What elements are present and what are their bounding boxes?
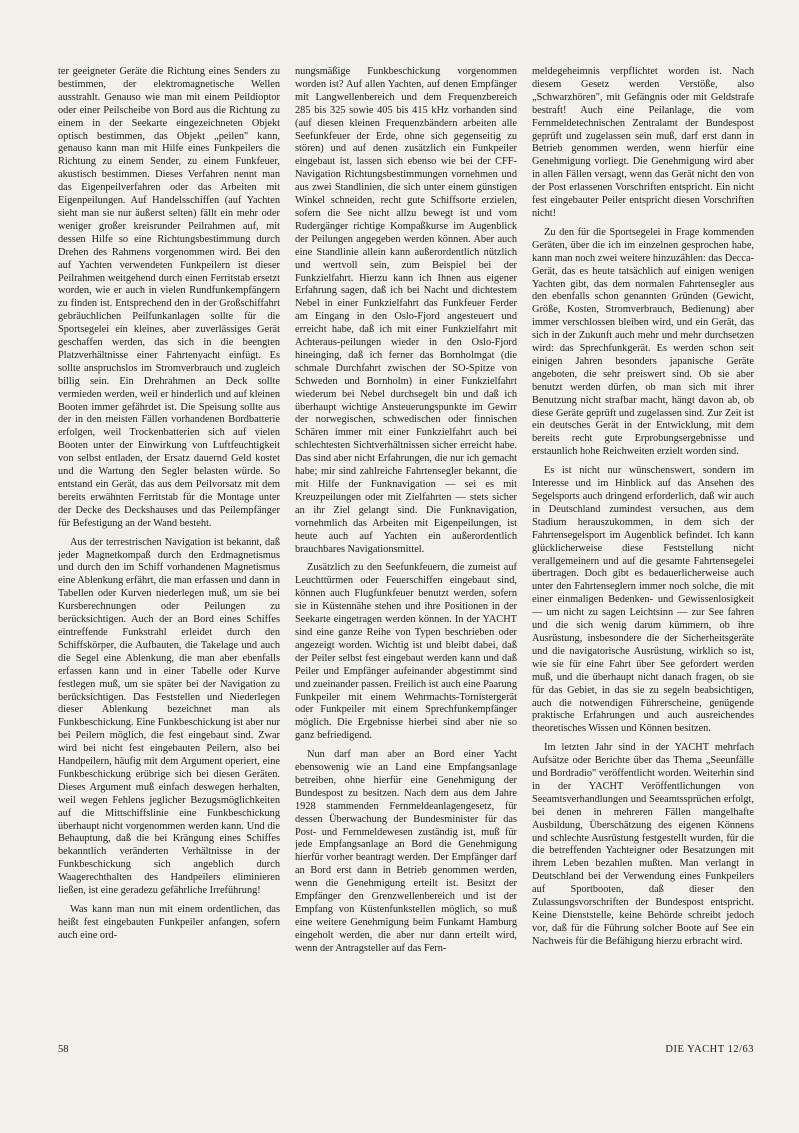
page-number: 58 (58, 1044, 69, 1055)
magazine-issue: DIE YACHT 12/63 (665, 1044, 754, 1055)
paragraph: ter geeigneter Geräte die Richtung eines Senders zu bestimmen, der elektromagnetische Wellen ausstrahlt. Genauso wie man mit einem Peildioptor oder einer Peilscheibe von Bord aus die Richtung zu einem in der Seekarte eingezeichneten Objekt optisch bestimmen, das Objekt „peilen" kann, genauso kann man mit Hilfe eines Funkpeilers die Richtung zu einem Sender, zu einem Funkfeuer, akustisch bestimmen. Dieses Verfahren nennt man das Eigenpeilverfahren oder das Arbeiten mit Eigenpeilungen. Auf Handelsschiffen (auf Yachten sieht man sie nur äußerst selten) fällt ein mehr oder weniger großer kreisrunder Peilrahmen auf, mit dessen Hilfe so eine Richtungsbestimmung durch Drehen des Rahmens vorgenommen wird. Bei den auf Yachten verwendeten Funkpeilern ist dieser Peilrahmen weitgehend durch einen Ferritstab ersetzt worden, wie er auch in vielen Rundfunkempfängern zu finden ist. Entsprechend den in der Großschiffahrt gebräuchlichen Peilfunkanlagen sollte für die Sportsegelei ein kleines, aber zuverlässiges Gerät geschaffen werden, das sich in die beengten Platzverhältnisse einer Fahrtenyacht einfügt. Es sollte anspruchslos im Stromverbrauch und zugleich billig sein. Ein Drehrahmen an Deck sollte vermieden werden, weil er hinderlich und auf kleinen Booten immer gefährdet ist. Die Speisung sollte aus der in den meisten Fällen vorhandenen Bordbatterie erfolgen, weil Trockenbatterien sich auf vielen Booten unter der Einwirkung von Luftfeuchtigkeit von selbst entladen, der Ersatz dauernd Geld kostet und die Wartung den Segler belasten würde. So entstand ein Gerät, das aus dem Peilvorsatz mit dem bereits erwähnten Ferritstab für die Montage unter der Decke des Deckshauses und das Peilempfänger für Befestigung an der Wand besteht. (58, 66, 280, 529)
paragraph: meldegeheimnis verpflichtet worden ist. Nach diesem Gesetz werden Verstöße, also „Schwarzhören", mit Gefängnis oder mit Geldstrafe bestraft! Auch eine Peilanlage, die vom Fernmeldetechnischen Zentralamt der Bundespost geprüft und zugelassen sein muß, darf erst dann in Betrieb genommen werden, wenn hierfür eine Genehmigung vorliegt. Die Genehmigung wird aber in allen Fällen versagt, wenn das Gerät nicht den von der Post erlassenen Vorschriften entspricht. Ein nicht fest eingebauter Peiler entspricht diesen Vorschriften nicht! (532, 66, 754, 219)
paragraph: Aus der terrestrischen Navigation ist bekannt, daß jeder Magnetkompaß durch den Erdmagnetismus und durch den im Schiff vorhandenen Magnetismus eine Ablenkung erfährt, die man erfassen und dann in Tabellen oder Kurven niederlegen muß, um sie bei Kursberechnungen oder Peilungen zu berücksichtigen. Auch der an Bord eines Schiffes eintreffende Funkstrahl erleidet durch den Schiffskörper, die Aufbauten, die Takelage und auch die Segel eine Ablenkung, die man aber ebenfalls erfassen kann und in einer Tabelle oder Kurve festlegen muß, um sie später bei der Navigation zu berücksichtigen. Das Feststellen und Niederlegen dieser Ablenkung bezeichnet man als Funkbeschickung. Eine Funkbeschickung ist aber nur bei Peilern möglich, die fest eingebaut sind. Zwar wird bei nicht fest eingebauten Peilern, also bei Handpeilern, häufig mit dem Argument operiert, eine Funkbeschickung erübrige sich bei diesen Geräten. Dieses Argument muß einfach deswegen herhalten, weil wegen Fehlens jeglicher Bezugsmöglichkeiten auf die Mittschiffslinie eine Funkbeschickung überhaupt nicht vorgenommen werden kann. Und die Behauptung, daß die bei Krängung eines Schiffes bekanntlich veränderten Verhältnisse in der Funkbeschickung sich angeblich durch Waagerechthalten des Handpeilers eliminieren ließen, ist eine geradezu gefährliche Irreführung! (58, 536, 280, 897)
column-right (532, 66, 754, 1086)
paragraph: Im letzten Jahr sind in der YACHT mehrfach Aufsätze oder Berichte über das Thema „Seeunfälle und Bordradio" veröffentlicht worden. Weiterhin sind in der YACHT Veröffentlichungen von Seeamtsverhandlungen und Seeamtssprüchen erfolgt, bei denen in mehreren Fällen mangelhafte Ausbildung, Überschätzung des eigenen Könnens und schlechte Ausrüstung festgestellt wurden, für die die betreffenden Yachteigner oder Besatzungen mit ihrem Leben bezahlen mußten. Man verlangt in Deutschland bei der Verwendung eines Funkpeilers auf Sportbooten, daß dieser den Zulassungsvorschriften der Bundespost entspricht. Keine Dienststelle, keine Behörde schreibt jedoch vor, daß für die Führung solcher Boote auf See ein Nachweis für die Befähigung hierzu erbracht wird. (532, 742, 754, 947)
paragraph: Zusätzlich zu den Seefunkfeuern, die zumeist auf Leuchttürmen oder Feuerschiffen eingebaut sind, können auch Flugfunkfeuer benutzt werden, sofern sie in Küstennähe stehen und ihre Positionen in der Seekarte eingetragen werden können. In der YACHT sind eine ganze Reihe von Typen beschrieben oder angezeigt worden. Wichtig ist und bleibt dabei, daß der Peiler selbst fest eingebaut werden kann und daß Peiler und Empfänger aufeinander abgestimmt sind und zueinander passen. Freilich ist auch eine Paarung Funkpeiler mit einem Wehrmachts-Tornistergerät oder Funkpeiler mit einem Sprechfunkempfänger möglich. Die Ergebnisse hierbei sind aber nie so ganz befriedigend. (295, 562, 517, 742)
column-middle (295, 66, 517, 1086)
column-left (58, 66, 280, 1086)
article-columns (58, 66, 754, 1086)
paragraph: Nun darf man aber an Bord einer Yacht ebensowenig wie an Land eine Empfangsanlage betreiben, ohne hierfür eine Genehmigung der Bundespost zu besitzen. Nach dem aus dem Jahre 1928 stammenden Fernmeldeanlagengesetz, für dessen Überwachung der Bundesminister für das Post- und Fernmeldewesen zuständig ist, muß für jede Empfangsanlage an Bord die Genehmigung hierfür vorher beantragt werden. Der Empfänger darf an Bord erst dann in Betrieb genommen werden, wenn die Genehmigung erteilt ist. Besitzt der Empfänger den Grenzwellenbereich und ist der Empfang von Küstenfunkstellen möglich, so muß eine weitere Genehmigung beim Funkamt Hamburg eingeholt werden, die aber nur dann erteilt wird, wenn der Antragsteller auf das Fern- (295, 749, 517, 954)
paragraph: nungsmäßige Funkbeschickung vorgenommen worden ist? Auf allen Yachten, auf denen Empfänger mit Langwellenbereich und dem Frequenzbereich 285 bis 325 sowie 405 bis 415 kHz vorhanden sind (auf diesen kleinen Frequenzbändern arbeiten alle Seefunkfeuer der Erde, ohne sich gegenseitig zu stören) und auf denen zusätzlich ein Funkpeiler eingebaut ist, lassen sich ebenso wie bei der CFF-Navigation Richtungsbestimmungen vornehmen und aus zwei Standlinien, die sich unter einem günstigen Winkel schneiden, recht gute Schiffsorte erzielen, sofern die See nicht allzu bewegt ist und vom Rudergänger richtige Kompaßkurse im Augenblick der Peilungen angegeben werden können. Aber auch eine Standlinie allein kann außerordentlich nützlich und wertvoll sein, zum Beispiel bei der Funkzielfahrt. Hierzu kann ich Ihnen aus eigener Erfahrung sagen, daß ich bei Nacht und dichtestem Nebel in einer Funkzielfahrt das Funkfeuer Ferder am Eingang in den Oslo-Fjord angesteuert und erreicht habe, daß ich mit einer Funkzielfahrt mit Achteraus-peilungen wieder in den Oslo-Fjord hineinging, daß ich ferner das Bornholmgat (die schmale Durchfahrt zwischen der SO-Spitze von Schweden und Bornholm) in einer Funkzielfahrt wiederum bei Nebel durchsegelt bin und daß ich überhaupt wichtige Ansteuerungspunkte im Gewirr der norwegischen, schwedischen oder finnischen Schären immer mit einer Funkzielfahrt auch bei schlechtesten Sichtverhältnissen sicher erreicht habe. Das sind aber nicht Erfahrungen, die nur ich gemacht habe; mir sind zahlreiche Fahrtensegler bekannt, die mit Hilfe der Funknavigation — sei es mit Kreuzpeilungen oder mit Zielfahrten — stets sicher an ihr Ziel gelangt sind. Die Funknavigation, vornehmlich das Arbeiten mit Eigenpeilungen, ist heute auch auf Yachten ein außerordentlich brauchbares Navigationsmittel. (295, 66, 517, 555)
paragraph: Es ist nicht nur wünschenswert, sondern im Interesse und im Hinblick auf das Ansehen des Segelsports auch dringend erforderlich, daß wir auch in Deutschland zumindest versuchen, aus dem Stadium herauszukommen, in dem sich der Fahrtensegelsport im Augenblick befindet. Ich kann glücklicherweise diese Feststellung nicht verallgemeinern und auf die gesamte Fahrtensegelei übertragen. Doch gibt es bedauerlicherweise auch unter den Fahrtenseglern immer noch solche, die mit einer einmaligen Bedenken- und Gewissenlosigkeit — um nicht zu sagen Leichtsinn — zur See fahren und die sich wenig darum kümmern, ob ihre Ausrüstung, insbesondere die der Sicherheitsgeräte und die navigatorische Ausrüstung, wirklich so ist, wie sie für eine Fahrt über See gefordert werden muß, und die überhaupt nicht danach fragen, ob sie für das Gebiet, in das sie zu segeln beabsichtigen, auch die notwendigen Führerscheine, genügende praktische Erfahrungen und auch ausreichendes theoretisches Wissen und Können besitzen. (532, 465, 754, 735)
paragraph: Was kann man nun mit einem ordentlichen, das heißt fest eingebauten Funkpeiler anfangen, sofern auch eine ord- (58, 904, 280, 941)
page-footer (58, 1044, 754, 1058)
paragraph: Zu den für die Sportsegelei in Frage kommenden Geräten, über die ich im einzelnen gesprochen habe, kann man noch zwei weitere hinzuzählen: das Decca-Gerät, das es heute tatsächlich auf einigen wenigen Yachten gibt, das dem normalen Fahrtensegler aus den ebenfalls schon genannten Gründen (Gewicht, Größe, Kosten, Stromverbrauch, Bedienung) aber immer verschlossen bleiben wird, und ein Gerät, das sich in der Zukunft auch mehr und mehr durchsetzen wird: das Sprechfunkgerät. Es werden schon seit einigen Jahren besonders japanische Geräte angeboten, die sehr preiswert sind. Ob sie aber benutzt werden dürfen, ob man sich mit ihrer Benutzung nicht strafbar macht, hängt davon ab, ob diese Geräte geprüft und zugelassen sind. Zur Zeit ist ein deutsches Gerät in der Entwicklung, mit dem bereits recht gute Erprobungsergebnisse und erstaunlich hohe Reichweiten erzielt worden sind. (532, 226, 754, 458)
